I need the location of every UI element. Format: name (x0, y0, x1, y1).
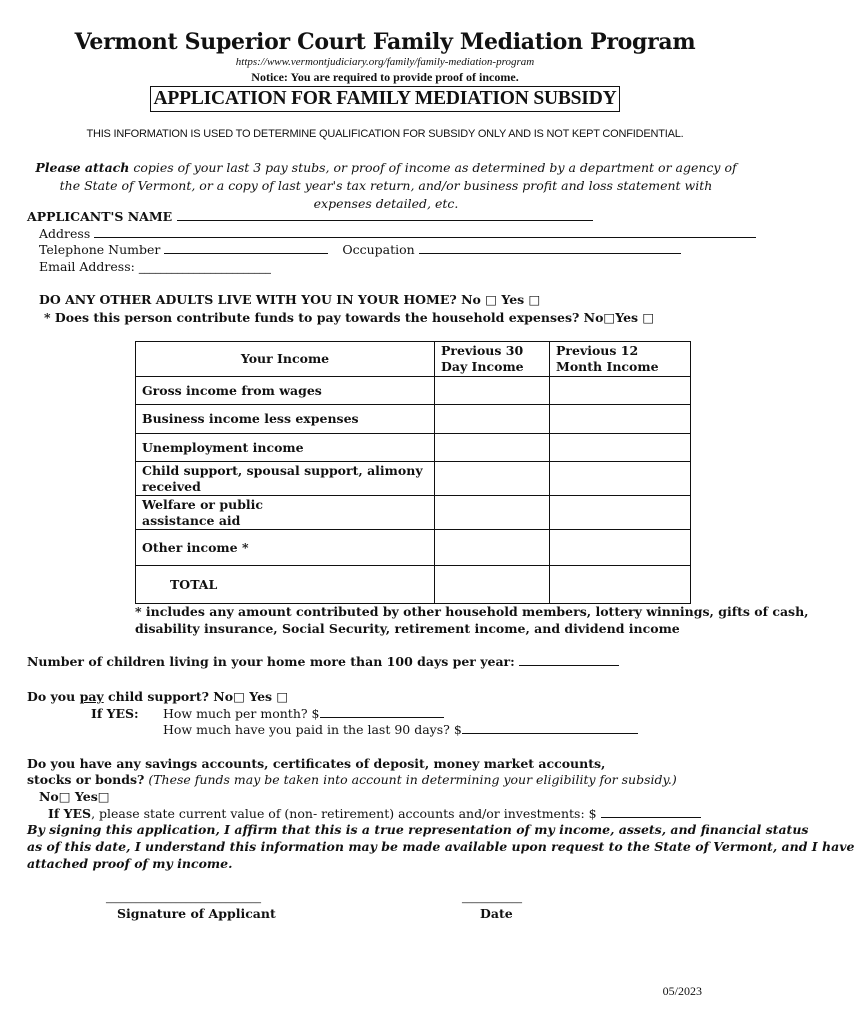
savings-no-yes: No□ Yes□ (39, 789, 110, 804)
support-q-post: child support? No□ Yes □ (103, 689, 289, 704)
last-90-label: How much have you paid in the last 90 days? $ (163, 722, 462, 737)
per-month-label: How much per month? $ (163, 706, 320, 721)
cell-30-day-total[interactable] (435, 566, 550, 604)
applicant-name-field[interactable] (177, 209, 593, 221)
per-month-field[interactable] (320, 706, 444, 718)
cell-30-day[interactable] (435, 530, 550, 566)
savings-q-bold: stocks or bonds? (27, 772, 145, 787)
savings-question-line1: Do you have any savings accounts, certificates of deposit, money market accounts, (27, 756, 606, 771)
date-line[interactable]: ____________ (462, 893, 522, 904)
row-label-line2: assistance aid (142, 512, 241, 528)
income-table (135, 341, 691, 604)
cell-30-day[interactable] (435, 377, 550, 405)
phone-label: Telephone Number (39, 242, 161, 257)
savings-q-ital: (These funds may be taken into account in determining your eligibility for subsidy.) (144, 772, 677, 787)
occupation-label: Occupation (342, 242, 415, 257)
header-12-month-line1: Previous 12 (556, 343, 639, 358)
phone-occupation-row (39, 242, 681, 257)
savings-if-yes-text: , please state current value of (non- retirement) accounts and/or investments: $ (91, 806, 597, 821)
cell-12-month[interactable] (550, 377, 691, 405)
last-90-field[interactable] (462, 722, 638, 734)
table-row (136, 530, 691, 566)
header-your-income: Your Income (136, 342, 435, 377)
children-row (27, 654, 619, 669)
address-field[interactable] (94, 226, 756, 238)
revision-date: 05/2023 (662, 984, 702, 998)
cell-12-month-total[interactable] (550, 566, 691, 604)
table-row-total (136, 566, 691, 604)
savings-if-yes: If YES (48, 806, 92, 821)
phone-field[interactable] (164, 242, 328, 254)
cell-30-day[interactable] (435, 462, 550, 496)
row-label: Other income * (136, 530, 435, 566)
savings-value-field[interactable] (601, 806, 701, 818)
cell-12-month[interactable] (550, 496, 691, 530)
support-q-pre: Do you (27, 689, 80, 704)
income-footnote-line1: * includes any amount contributed by other household members, lottery winnings, gifts of cash, (135, 604, 809, 619)
affirmation-line3: attached proof of my income. (27, 856, 233, 871)
address-label: Address (39, 226, 91, 241)
child-support-question (27, 689, 288, 704)
date-label: Date (480, 906, 513, 921)
row-label: Gross income from wages (136, 377, 435, 405)
if-yes-label: If YES: (91, 706, 139, 721)
attach-text: copies of your last 3 pay stubs, or proof of income as determined by a department or agency of the State of Vermont, or a copy of last year's tax return, and/or business profit and loss statement with expenses detailed, etc. (59, 160, 737, 211)
page-title: Vermont Superior Court Family Mediation Program (74, 29, 696, 55)
affirmation-line1: By signing this application, I affirm that this is a true representation of my income, assets, and financial status (27, 822, 809, 837)
contribute-funds-question: * Does this person contribute funds to pay towards the household expenses? No□Yes □ (44, 310, 655, 325)
header-12-month-line2: Month Income (556, 359, 659, 374)
table-row (136, 377, 691, 405)
signature-label: Signature of Applicant (117, 906, 276, 921)
savings-value-row (48, 806, 701, 821)
header-30-day-line2: Day Income (441, 359, 524, 374)
row-label: Unemployment income (136, 434, 435, 462)
row-label-total: TOTAL (136, 566, 435, 604)
header-30-day (435, 342, 550, 377)
occupation-field[interactable] (419, 242, 681, 254)
row-label-line2: received (142, 478, 201, 494)
children-field[interactable] (519, 654, 619, 666)
header-30-day-line1: Previous 30 (441, 343, 524, 358)
cell-12-month[interactable] (550, 462, 691, 496)
row-label-line1: Child support, spousal support, alimony (142, 462, 423, 478)
confidentiality-note: THIS INFORMATION IS USED TO DETERMINE QUALIFICATION FOR SUBSIDY ONLY AND IS NOT KEPT CONFIDENTIAL. (86, 128, 684, 140)
address-row (39, 226, 756, 241)
income-footnote-line2: disability insurance, Social Security, retirement income, and dividend income (135, 621, 680, 636)
cell-12-month[interactable] (550, 530, 691, 566)
email-row (39, 259, 271, 274)
table-header-row (136, 342, 691, 377)
cell-12-month[interactable] (550, 405, 691, 434)
children-label: Number of children living in your home more than 100 days per year: (27, 654, 515, 669)
table-row (136, 462, 691, 496)
table-row (136, 496, 691, 530)
form-banner: APPLICATION FOR FAMILY MEDIATION SUBSIDY (150, 86, 621, 112)
table-row (136, 434, 691, 462)
cell-30-day[interactable] (435, 405, 550, 434)
attach-paragraph (30, 159, 742, 213)
row-label (136, 496, 435, 530)
savings-question-line2 (27, 772, 677, 787)
signature-line[interactable]: _______________________________ (106, 893, 261, 904)
header-12-month (550, 342, 691, 377)
income-notice: Notice: You are required to provide proof of income. (251, 70, 519, 84)
applicant-name-label: APPLICANT'S NAME (27, 209, 173, 224)
email-field[interactable]: ________________________ (138, 261, 271, 274)
email-label: Email Address: (39, 259, 135, 274)
form-banner-wrap (0, 86, 770, 112)
per-month-row (163, 706, 444, 721)
cell-30-day[interactable] (435, 496, 550, 530)
affirmation-line2: as of this date, I understand this information may be made available upon request to the State of Vermont, and I have (27, 839, 854, 854)
row-label-line1: Welfare or public (142, 496, 264, 512)
cell-30-day[interactable] (435, 434, 550, 462)
support-q-pay: pay (79, 689, 104, 704)
attach-lead: Please attach (35, 160, 130, 175)
applicant-name-row (27, 209, 593, 224)
other-adults-question: DO ANY OTHER ADULTS LIVE WITH YOU IN YOUR HOME? No □ Yes □ (39, 292, 541, 307)
program-url[interactable]: https://www.vermontjudiciary.org/family/family-mediation-program (235, 56, 535, 68)
cell-12-month[interactable] (550, 434, 691, 462)
row-label: Business income less expenses (136, 405, 435, 434)
last-90-row (163, 722, 638, 737)
table-row (136, 405, 691, 434)
row-label (136, 462, 435, 496)
